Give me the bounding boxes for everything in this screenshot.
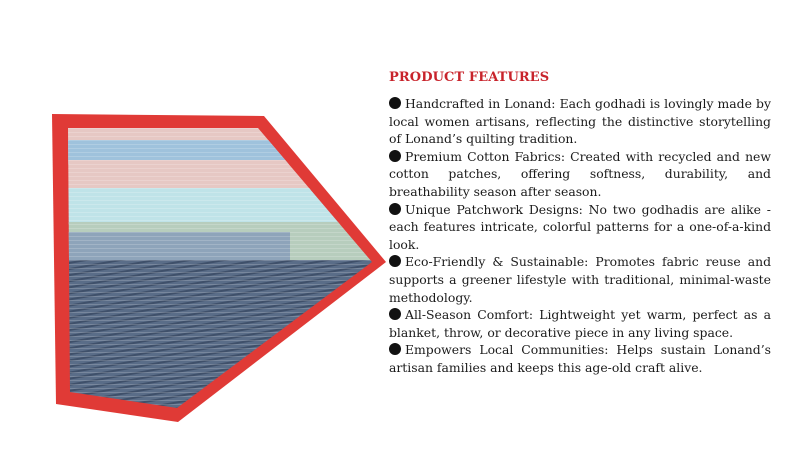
feature-item [389, 253, 771, 306]
feature-list [389, 95, 771, 377]
feature-item [389, 201, 771, 254]
feature-item [389, 341, 771, 376]
feature-text: Handcrafted in Lonand: Each godhadi is lovingly made by local women artisans, reflecting the distinctive storytelling of Lonand’s quilting tradition. [389, 96, 771, 147]
feature-text: Unique Patchwork Designs: No two godhadis are alike - each features intricate, colorful patterns for a one-of-a-kind look. [389, 201, 771, 252]
feature-text: Empowers Local Communities: Helps sustain Lonand’s artisan families and keeps this age-old craft alive. [389, 342, 771, 375]
feature-item [389, 306, 771, 341]
bullet-icon [389, 255, 401, 267]
bullet-icon [389, 203, 401, 215]
feature-text: Eco-Friendly & Sustainable: Promotes fabric reuse and supports a greener lifestyle with traditional, minimal-waste methodology. [389, 254, 771, 305]
feature-item [389, 148, 771, 201]
features-heading: PRODUCT FEATURES [389, 70, 550, 85]
feature-text: Premium Cotton Fabrics: Created with recycled and new cotton patches, offering softness, durability, and breathability season after season. [389, 148, 771, 199]
feature-text: All-Season Comfort: Lightweight yet warm, perfect as a blanket, throw, or decorative piece in any living space. [389, 307, 771, 340]
bullet-icon [389, 97, 401, 109]
bullet-icon [389, 308, 401, 320]
bullet-icon [389, 150, 401, 162]
bullet-icon [389, 343, 401, 355]
feature-item [389, 95, 771, 148]
product-features-section [389, 70, 771, 377]
